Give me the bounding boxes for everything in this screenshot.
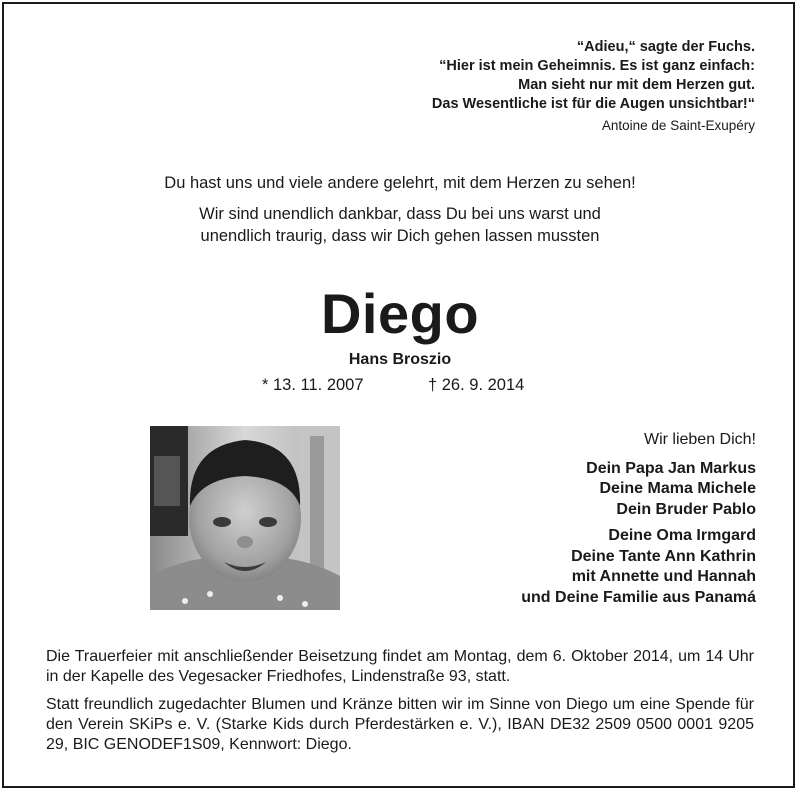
quote-line: “Adieu,“ sagte der Fuchs. [576,39,755,55]
quote-line: Das Wesentliche ist für die Augen unsichtbar!“ [431,96,755,112]
deceased-name: Diego [320,282,480,345]
intro-line: Wir sind unendlich dankbar, dass Du bei uns warst und [199,205,601,223]
family-member: Dein Papa Jan Markus [586,459,756,477]
quote-author: Antoine de Saint-Exupéry [601,118,755,133]
family-member: Deine Oma Irmgard [608,527,756,544]
ceremony-paragraph: Die Trauerfeier mit anschließender Beisetzung findet am Montag, dem 6. Oktober 2014, um 14 Uhr in der Kapelle des Vegesacker Friedhofes, Lindenstraße 93, statt. [46,648,754,685]
intro-line: unendlich traurig, dass wir Dich gehen lassen mussten [200,227,600,245]
ceremony-info [46,647,754,755]
family-member: mit Annette und Hannah [571,568,756,585]
quote-line: Man sieht nur mit dem Herzen gut. [518,77,755,93]
family-member: Deine Mama Michele [599,480,756,497]
quote-block [432,38,755,135]
love-line: Wir lieben Dich! [643,431,756,448]
family-signatures [521,430,756,608]
donation-paragraph: Statt freundlich zugedachter Blumen und Kränze bitten wir im Sinne von Diego um eine Spende für den Verein SKiPs e. V. (Starke Kids durch Pferdestärken e. V.), IBAN DE32 2509 0500 0001 9205 29, BIC GENODEF1S09, Kennwort: Diego. [46,696,754,753]
deceased-full-name: Hans Broszio [348,351,452,368]
quote-line: “Hier ist mein Geheimnis. Es ist ganz einfach: [439,58,755,74]
death-date: † 26. 9. 2014 [428,376,525,394]
portrait-photo [150,426,340,610]
intro-text [0,172,800,247]
family-member: Dein Bruder Pablo [616,500,756,518]
family-member: Deine Tante Ann Kathrin [571,547,756,565]
birth-date: * 13. 11. 2007 [262,376,364,394]
intro-line: Du hast uns und viele andere gelehrt, mit dem Herzen zu sehen! [164,174,636,192]
family-member: und Deine Familie aus Panamá [521,588,756,606]
